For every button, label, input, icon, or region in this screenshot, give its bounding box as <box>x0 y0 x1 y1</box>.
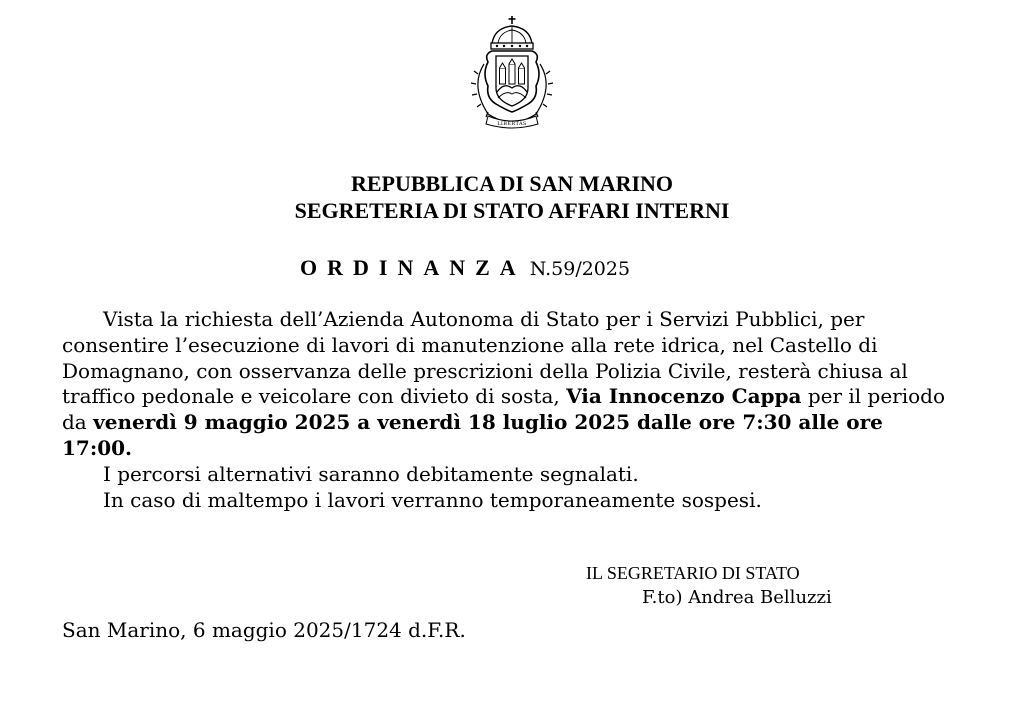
paragraph-main-text-1: Vista la richiesta dell’Azienda Autonoma di Stato per i Servizi Pubblici, per consentire l’esecuzione di lavori di manutenzione alla rete idrica, nel Castello di Domagnano, con osservanza delle prescrizioni della Polizia Civile, resterà chiusa al traffico pedonale e veicolare con divieto di sosta, <box>62 307 908 409</box>
ordinance-word: ORDINANZA <box>300 255 526 280</box>
ordinance-number: N.59/2025 <box>529 258 631 280</box>
paragraph-main-text-2: per il periodo da <box>62 384 946 435</box>
emblem-motto: LIBERTAS <box>497 121 527 127</box>
ordinance-body <box>62 307 952 513</box>
san-marino-coat-of-arms-icon <box>462 14 562 132</box>
document-header <box>0 170 1024 224</box>
ordinance-title <box>300 254 630 283</box>
paragraph-alternative-routes: I percorsi alternativi saranno debitamente segnalati. <box>103 461 639 486</box>
signatory-name: F.to) Andrea Belluzzi <box>642 587 832 608</box>
paragraph-bad-weather: In caso di maltempo i lavori verranno temporaneamente sospesi. <box>103 487 762 512</box>
place-date: San Marino, 6 maggio 2025/1724 d.F.R. <box>62 618 466 642</box>
header-secretariat: SEGRETERIA DI STATO AFFARI INTERNI <box>294 198 730 223</box>
signatory-title: IL SEGRETARIO DI STATO <box>586 563 800 583</box>
street-name: Via Innocenzo Cappa <box>566 384 802 409</box>
paragraph-main <box>62 307 952 462</box>
header-republic: REPUBBLICA DI SAN MARINO <box>350 171 674 196</box>
closure-period: venerdì 9 maggio 2025 a venerdì 18 luglio 2025 dalle ore 7:30 alle ore 17:00. <box>62 410 883 460</box>
